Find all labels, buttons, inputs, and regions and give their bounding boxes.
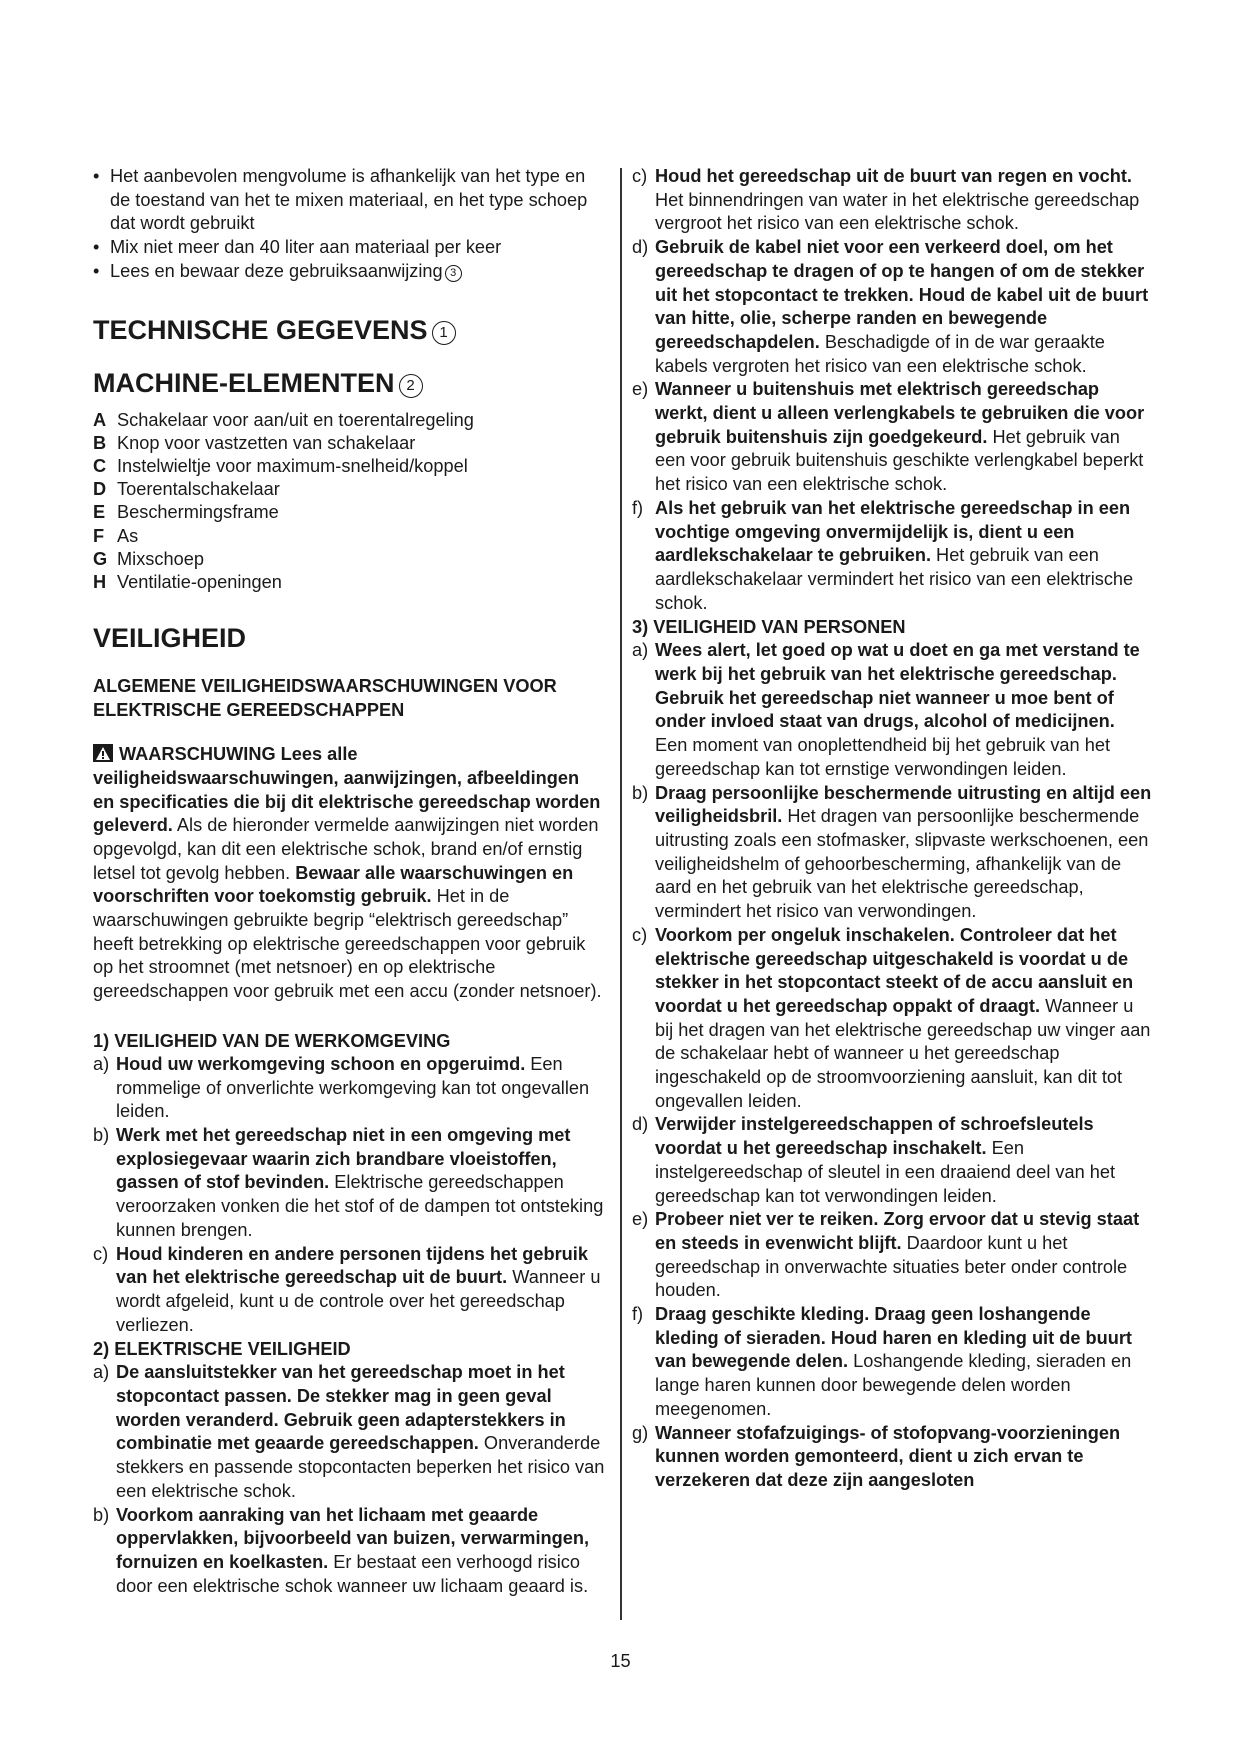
figure-ref-3: 3	[445, 265, 462, 282]
personal-item: d) Verwijder instelgereedschappen of schroefsleutels voordat u het gereedschap inschakelt. Een instelgereedschap of sleutel in een draaiend deel van het gereedschap kan tot verwondingen leiden.	[632, 1114, 1116, 1206]
work-area-item: c) Houd kinderen en andere personen tijdens het gebruik van het elektrische gereedschap uit de buurt. Wanneer u wordt afgeleid, kunt u de controle over het gereedschap verliezen.	[93, 1243, 601, 1335]
intro-bullet: • Het aanbevolen mengvolume is afhankelijk van het type en de toestand van het te mixen materiaal, en het type schoep dat wordt gebruikt	[93, 165, 605, 236]
element-item: D Toerentalschakelaar	[93, 479, 280, 500]
machine-elements-list	[93, 409, 605, 595]
electrical-item: f) Als het gebruik van het elektrische gereedschap in een vochtige omgeving onvermijdelijk is, dient u een aardlekschakelaar te gebruiken. Het gebruik van een aardlekschakelaar vermindert het risico van een elektrische schok.	[632, 497, 1134, 613]
personal-item: g) Wanneer stofafzuigings- of stofopvang-voorzieningen kunnen worden gemonteerd, dient u zich ervan te verzekeren dat deze zijn aangesloten	[632, 1422, 1121, 1490]
machine-title: MACHINE-ELEMENTEN 2	[93, 367, 605, 399]
element-item: C Instelwieltje voor maximum-snelheid/koppel	[93, 455, 468, 476]
left-column	[93, 165, 605, 1598]
intro-bullet: • Mix niet meer dan 40 liter aan materiaal per keer	[93, 236, 605, 260]
personal-item: c) Voorkom per ongeluk inschakelen. Controleer dat het elektrische gereedschap uitgeschakeld is voordat u de stekker in het stopcontact steekt of de accu aansluit en voordat u het gereedschap oppakt of draagt. Wanneer u bij het dragen van het elektrische gereedschap uw vinger aan de schakelaar hebt of wanneer u het gereedschap ingeschakeld op de stroomvoorziening aansluit, kan dit tot ongevallen leiden.	[632, 924, 1151, 1111]
work-area-item: b) Werk met het gereedschap niet in een omgeving met explosiegevaar waarin zich brandbare vloeistoffen, gassen of stof bevinden. Elektrische gereedschappen veroorzaken vonken die het stof of de dampen tot ontsteking kunnen brengen.	[93, 1124, 604, 1240]
work-area-item: a) Houd uw werkomgeving schoon en opgeruimd. Een rommelige of onverlichte werkomgeving kan tot ongevallen leiden.	[93, 1053, 590, 1122]
tech-title: TECHNISCHE GEGEVENS 1	[93, 314, 605, 346]
electrical-safety-title: 2) ELEKTRISCHE VEILIGHEID	[93, 1339, 351, 1360]
warning-paragraph: WAARSCHUWING Lees alle veiligheidswaarschuwingen, aanwijzingen, afbeeldingen en specificaties die bij dit elektrische gereedschap worden geleverd. Als de hieronder vermelde aanwijzingen niet worden opgevolgd, kan dit een elektrische schok, brand en/of ernstig letsel tot gevolg hebben. Bewaar alle waarschuwingen en voorschriften voor toekomstig gebruik. Het in de waarschuwingen gebruikte begrip “elektrisch gereedschap” heeft betrekking op elektrische gereedschappen voor gebruik op het stroomnet (met netsnoer) en op elektrische gereedschappen voor gebruik met een accu (zonder netsnoer).	[93, 744, 602, 1002]
element-item: B Knop voor vastzetten van schakelaar	[93, 432, 416, 453]
personal-safety-title: 3) VEILIGHEID VAN PERSONEN	[632, 617, 906, 638]
personal-item: f) Draag geschikte kleding. Draag geen loshangende kleding of sieraden. Houd haren en kleding uit de buurt van bewegende delen. Loshangende kleding, sieraden en lange haren kunnen door bewegende delen worden meegenomen.	[632, 1304, 1132, 1419]
page-number: 15	[610, 1651, 631, 1671]
figure-ref-1: 1	[432, 321, 456, 345]
element-item: H Ventilatie-openingen	[93, 571, 282, 592]
work-area-title: 1) VEILIGHEID VAN DE WERKOMGEVING	[93, 1030, 451, 1051]
warning-triangle-icon	[93, 744, 113, 762]
personal-item: e) Probeer niet ver te reiken. Zorg ervoor dat u stevig staat en steeds in evenwicht blijft. Daardoor kunt u het gereedschap in onverwachte situaties beter onder controle houden.	[632, 1209, 1140, 1301]
personal-item: b) Draag persoonlijke beschermende uitrusting en altijd een veiligheidsbril. Het dragen van persoonlijke beschermende uitrusting zoals een stofmasker, slipvaste werkschoenen, een veiligheidshelm of gehoorbescherming, afhankelijk van de aard en het gebruik van het elektrische gereedschap, vermindert het risico van verwondingen.	[632, 782, 1152, 922]
electrical-item: c) Houd het gereedschap uit de buurt van regen en vocht. Het binnendringen van water in het elektrische gereedschap vergroot het risico van een elektrische schok.	[632, 166, 1140, 234]
element-item: F As	[93, 525, 139, 546]
element-item: G Mixschoep	[93, 548, 204, 569]
right-column	[632, 165, 1152, 1493]
safety-title: VEILIGHEID	[93, 623, 247, 654]
intro-bullet: • Lees en bewaar deze gebruiksaanwijzing 3	[93, 260, 605, 284]
electrical-item: a) De aansluitstekker van het gereedschap moet in het stopcontact passen. De stekker mag in geen geval worden veranderd. Gebruik geen adapterstekkers in combinatie met geaarde gereedschappen. Onveranderde stekkers en passende stopcontacten beperken het risico van een elektrische schok.	[93, 1362, 605, 1501]
electrical-item: e) Wanneer u buitenshuis met elektrisch gereedschap werkt, dient u alleen verlengkabels te gebruiken die voor gebruik buitenshuis zijn goedgekeurd. Het gebruik van een voor gebruik buitenshuis geschikte verlengkabel beperkt het risico van een elektrische schok.	[632, 379, 1145, 495]
element-item: E Beschermingsframe	[93, 502, 279, 523]
column-divider	[620, 168, 622, 1620]
personal-item: a) Wees alert, let goed op wat u doet en ga met verstand te werk bij het gebruik van het elektrische gereedschap. Gebruik het gereedschap niet wanneer u moe bent of onder invloed staat van drugs, alcohol of medicijnen. Een moment van onoplettendheid bij het gebruik van het gereedschap kan tot ernstige verwondingen leiden.	[632, 640, 1140, 779]
general-warnings-title: ALGEMENE VEILIGHEIDSWAARSCHUWINGEN VOOR ELEKTRISCHE GEREEDSCHAPPEN	[93, 676, 557, 721]
intro-bullets	[93, 165, 605, 284]
electrical-item: d) Gebruik de kabel niet voor een verkeerd doel, om het gereedschap te dragen of op te hangen of om de stekker uit het stopcontact te trekken. Houd de kabel uit de buurt van hitte, olie, scherpe randen en bewegende gereedschapdelen. Beschadigde of in de war geraakte kabels vergroten het risico van een elektrische schok.	[632, 237, 1149, 376]
element-item: A Schakelaar voor aan/uit en toerentalregeling	[93, 409, 474, 430]
electrical-item: b) Voorkom aanraking van het lichaam met geaarde oppervlakken, bijvoorbeeld van buizen, verwarmingen, fornuizen en koelkasten. Er bestaat een verhoogd risico door een elektrische schok wanneer uw lichaam geaard is.	[93, 1504, 590, 1596]
figure-ref-2: 2	[399, 374, 423, 398]
